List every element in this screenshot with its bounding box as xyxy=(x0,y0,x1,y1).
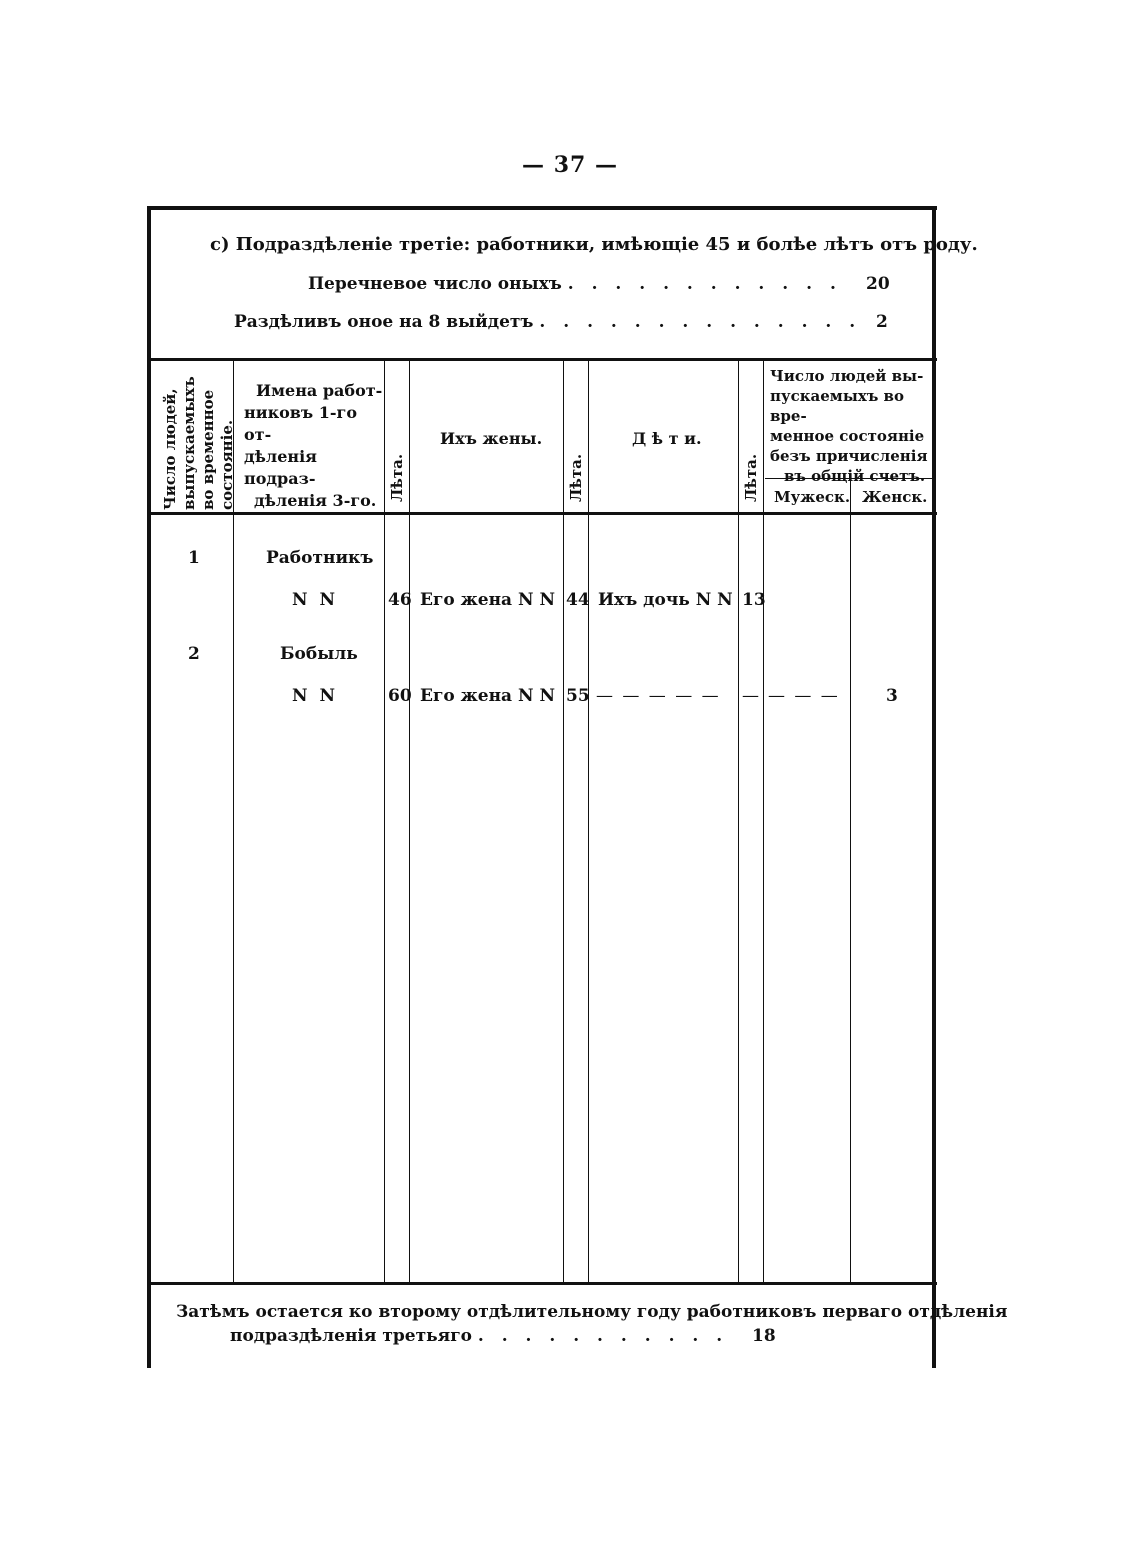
released-line-3: менное состояніе xyxy=(770,427,925,445)
footer-divider xyxy=(147,1282,937,1285)
border-right xyxy=(932,206,936,1368)
footer-line-1: Затѣмъ остается ко второму отдѣлительному году работниковъ перваго отдѣленія xyxy=(176,1302,1008,1322)
count-label: Перечневое число оныхъ xyxy=(308,274,562,294)
released-line-2: пускаемыхъ во вре- xyxy=(770,387,904,425)
colhead-divider xyxy=(147,512,937,515)
worker-name: N N xyxy=(292,686,338,706)
count-value: 20 xyxy=(866,274,890,294)
wife-name: Его жена N N xyxy=(420,590,555,610)
col2-line-3: дѣленія подраз- xyxy=(244,447,317,488)
child-name: Ихъ дочь N N xyxy=(598,590,733,610)
age-header-1: Лѣта. xyxy=(388,453,406,502)
page-number: — 37 — xyxy=(522,152,618,178)
row-number: 2 xyxy=(188,644,200,664)
vline-7 xyxy=(763,360,764,1282)
count-line xyxy=(308,274,842,294)
worker-role: Работникъ xyxy=(266,548,374,568)
female-count: 3 xyxy=(886,686,898,706)
divide-label: Раздѣливъ оное на 8 выйдетъ xyxy=(234,312,534,332)
worker-name: N N xyxy=(292,590,338,610)
male-count: — — — xyxy=(768,686,840,706)
row-number: 1 xyxy=(188,548,200,568)
footer-value: 18 xyxy=(752,1326,776,1346)
col2-line-4: дѣленія 3-го. xyxy=(254,491,377,510)
section-title: c) Подраздѣленіе третіе: работники, имѣющіе 45 и болѣе лѣтъ отъ роду. xyxy=(210,234,978,255)
col1-header xyxy=(151,362,236,512)
worker-age: 60 xyxy=(388,686,412,706)
footer-label: подраздѣленія третьяго xyxy=(230,1326,472,1346)
child-age: — xyxy=(742,686,759,706)
footer-line-2 xyxy=(230,1326,728,1346)
child-name: — — — — — xyxy=(596,686,721,706)
divide-line xyxy=(234,312,861,332)
vline-4 xyxy=(563,360,564,1282)
vline-5 xyxy=(588,360,589,1282)
col1-text: Число людей, выпускаемыхъ во временное состояніе. xyxy=(161,376,236,510)
count-dots: . . . . . . . . . . . . xyxy=(567,274,842,294)
divide-value: 2 xyxy=(876,312,888,332)
col2-line-2: никовъ 1-го от- xyxy=(244,403,358,444)
border-top xyxy=(147,206,937,210)
vline-8 xyxy=(850,480,851,1282)
vline-3 xyxy=(409,360,410,1282)
male-header: Мужеск. xyxy=(774,488,851,506)
wife-name: Его жена N N xyxy=(420,686,555,706)
age-header-2: Лѣта. xyxy=(567,453,585,502)
footer-dots: . . . . . . . . . . . xyxy=(477,1326,729,1346)
divide-dots: . . . . . . . . . . . . . . xyxy=(539,312,862,332)
vline-6 xyxy=(738,360,739,1282)
age-header-3: Лѣта. xyxy=(742,453,760,502)
col2-line-1: Имена работ- xyxy=(256,381,383,400)
wife-age: 55 xyxy=(566,686,590,706)
released-header xyxy=(770,366,932,486)
worker-age: 46 xyxy=(388,590,412,610)
female-header: Женск. xyxy=(862,488,928,506)
col2-header xyxy=(244,380,384,512)
header-divider xyxy=(147,358,937,361)
worker-role: Бобыль xyxy=(280,644,358,664)
released-line-4: безъ причисленія xyxy=(770,447,928,465)
released-line-1: Число людей вы- xyxy=(770,367,924,385)
children-header: Д ѣ т и. xyxy=(632,429,702,448)
wife-age: 44 xyxy=(566,590,590,610)
wives-header: Ихъ жены. xyxy=(440,429,543,448)
released-line-5: въ общій счетъ. xyxy=(784,467,926,485)
child-age: 13 xyxy=(742,590,766,610)
